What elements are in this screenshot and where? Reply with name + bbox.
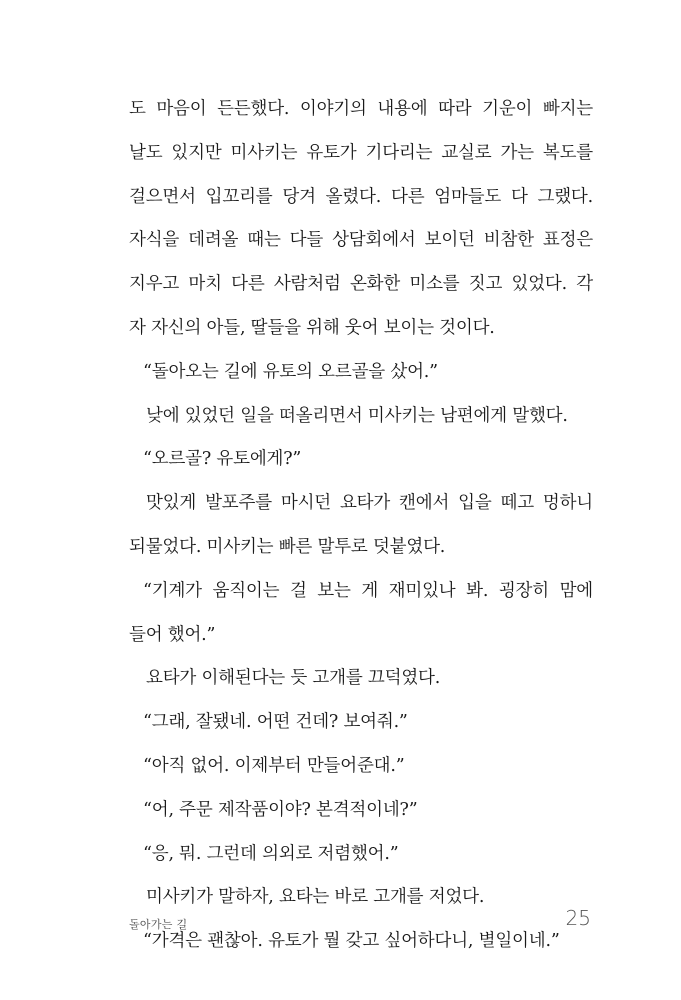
running-title: 돌아가는 길 [129, 918, 188, 931]
dialogue-line-1: “돌아오는 길에 유토의 오르골을 샀어.” [143, 361, 438, 382]
dialogue-line-7: “응, 뭐. 그런데 의외로 저렴했어.” [143, 843, 399, 864]
dialogue-line-5: “아직 없어. 이제부터 만들어준대.” [143, 755, 405, 776]
dialogue-line-6: “어, 주문 제작품이야? 본격적이네?” [143, 799, 418, 820]
body-line-6: 자 자신의 아들, 딸들을 위해 웃어 보이는 것이다. [129, 317, 495, 338]
body-line-2: 날도 있지만 미사키는 유토가 기다리는 교실로 가는 복도를 [129, 142, 593, 163]
page-number: 25 [565, 906, 591, 930]
dialogue-line-3: “기계가 움직이는 걸 보는 게 재미있나 봐. 굉장히 맘에 [143, 580, 593, 601]
body-line-4: 자식을 데려올 때는 다들 상담회에서 보이던 비참한 표정은 [129, 230, 593, 251]
body-line-11: 되물었다. 미사키는 빠른 말투로 덧붙였다. [129, 536, 446, 557]
dialogue-line-2: “오르골? 유토에게?” [143, 449, 302, 470]
body-line-19: 미사키가 말하자, 요타는 바로 고개를 저었다. [146, 887, 485, 908]
dialogue-line-4: “그래, 잘됐네. 어떤 건데? 보여줘.” [143, 712, 408, 733]
body-line-14: 요타가 이해된다는 듯 고개를 끄덕였다. [146, 668, 441, 689]
body-line-1: 도 마음이 든든했다. 이야기의 내용에 따라 기운이 빠지는 [129, 99, 593, 119]
body-line-10: 맛있게 발포주를 마시던 요타가 캔에서 입을 떼고 멍하니 [146, 493, 593, 514]
body-line-13: 들어 했어.” [129, 624, 216, 645]
body-line-3: 걸으면서 입꼬리를 당겨 올렸다. 다른 엄마들도 다 그랬다. [129, 186, 593, 207]
body-line-5: 지우고 마치 다른 사람처럼 온화한 미소를 짓고 있었다. 각 [129, 274, 593, 295]
page-body [129, 88, 593, 964]
body-line-8: 낮에 있었던 일을 떠올리면서 미사키는 남편에게 말했다. [146, 405, 568, 426]
dialogue-line-8: “가격은 괜찮아. 유토가 뭘 갖고 싶어하다니, 별일이네.” [143, 931, 560, 952]
